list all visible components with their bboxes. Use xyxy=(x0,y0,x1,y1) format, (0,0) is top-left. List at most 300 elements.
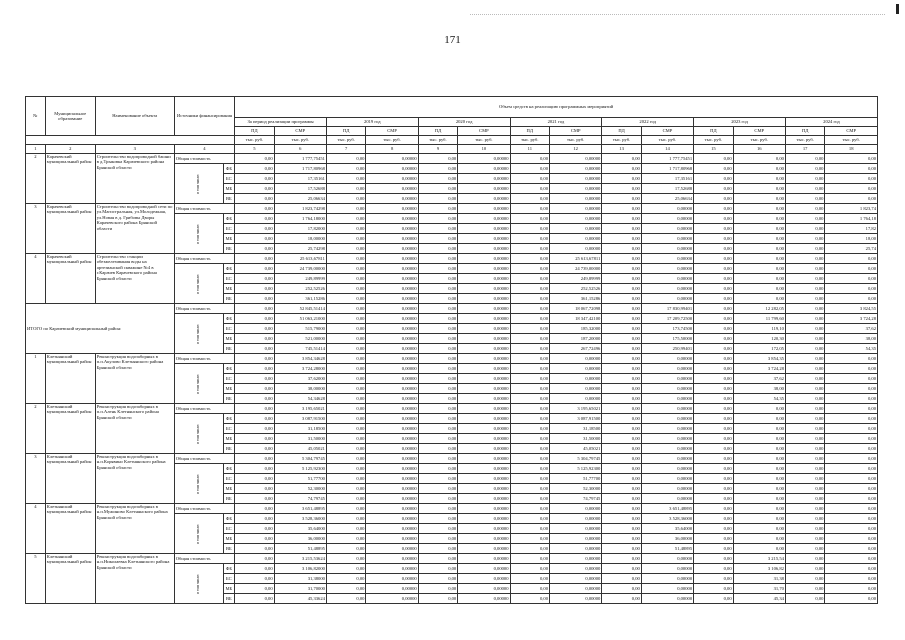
value-cell: 0,00 xyxy=(602,324,642,334)
value-cell: 0,00 xyxy=(418,294,458,304)
value-cell: 0,00 xyxy=(602,334,642,344)
value-cell: 0,00 xyxy=(510,154,550,164)
funding-source: Общая стоимость xyxy=(174,254,234,264)
value-cell: 0,00 xyxy=(326,234,366,244)
value-cell: 0,00000 xyxy=(641,554,693,564)
value-cell: 0,00 xyxy=(326,264,366,274)
value-cell: 0,00 xyxy=(825,354,878,364)
value-cell: 38,00000 xyxy=(274,384,326,394)
value-cell: 0,00 xyxy=(418,584,458,594)
value-cell: 0,00 xyxy=(418,214,458,224)
value-cell: 0,00 xyxy=(733,474,785,484)
value-cell: 0,00 xyxy=(235,434,275,444)
row-number: 3 xyxy=(26,454,46,504)
in-total-text: в том числе: xyxy=(195,274,200,294)
value-cell: 0,00000 xyxy=(458,284,510,294)
value-cell: 1 823,74 xyxy=(825,204,878,214)
table-row xyxy=(26,254,878,264)
value-cell: 0,00 xyxy=(733,514,785,524)
funding-source: МБ xyxy=(223,534,235,544)
value-cell: 0,00 xyxy=(235,404,275,414)
value-cell: 0,00000 xyxy=(550,594,602,604)
column-number: 2 xyxy=(45,145,95,154)
value-cell: 0,00000 xyxy=(641,244,693,254)
funding-source: БС xyxy=(223,374,235,384)
value-cell: 0,00 xyxy=(510,574,550,584)
value-cell: 0,00000 xyxy=(458,534,510,544)
value-cell: 0,00 xyxy=(602,484,642,494)
value-cell: 0,00000 xyxy=(550,214,602,224)
value-cell: 0,00 xyxy=(326,354,366,364)
header-sub-pd: ПД xyxy=(602,127,642,136)
value-cell: 0,00 xyxy=(235,454,275,464)
header-sub-pd: ПД xyxy=(694,127,734,136)
funding-source: БС xyxy=(223,174,235,184)
column-number: 3 xyxy=(95,145,174,154)
value-cell: 0,00 xyxy=(825,564,878,574)
header-total-period: За период реализации программы xyxy=(235,118,327,127)
value-cell: 0,00 xyxy=(418,364,458,374)
row-number: 5 xyxy=(26,554,46,604)
value-cell: 0,00 xyxy=(733,274,785,284)
header-unit: тыс. руб. xyxy=(326,136,366,145)
value-cell: 0,00 xyxy=(733,264,785,274)
value-cell: 0,00 xyxy=(733,284,785,294)
header-sub-smr: СМР xyxy=(733,127,785,136)
municipality-name: Клетнянский муниципальный район xyxy=(45,504,95,554)
value-cell: 0,00 xyxy=(326,274,366,284)
value-cell: 361,15286 xyxy=(550,294,602,304)
value-cell: 0,00 xyxy=(418,524,458,534)
value-cell: 0,00000 xyxy=(550,194,602,204)
value-cell: 0,00 xyxy=(235,214,275,224)
value-cell: 0,00 xyxy=(418,554,458,564)
value-cell: 0,00000 xyxy=(458,174,510,184)
value-cell: 0,00 xyxy=(418,254,458,264)
value-cell: 3 087,91500 xyxy=(274,414,326,424)
in-total-label xyxy=(174,364,223,404)
value-cell: 0,00000 xyxy=(366,324,418,334)
value-cell: 0,00000 xyxy=(458,474,510,484)
value-cell: 0,00000 xyxy=(458,294,510,304)
municipality-name: Карачевский муниципальный район xyxy=(45,204,95,254)
value-cell: 3 195,65021 xyxy=(274,404,326,414)
municipality-name: Карачевский муниципальный район xyxy=(45,154,95,204)
value-cell: 0,00000 xyxy=(458,214,510,224)
value-cell: 0,00000 xyxy=(366,464,418,474)
value-cell: 0,00 xyxy=(510,504,550,514)
value-cell: 0,00 xyxy=(825,414,878,424)
value-cell: 0,00 xyxy=(785,514,825,524)
value-cell: 0,00 xyxy=(418,194,458,204)
value-cell: 54,35 xyxy=(825,344,878,354)
value-cell: 36,00000 xyxy=(274,534,326,544)
funding-source: БС xyxy=(223,474,235,484)
value-cell: 0,00 xyxy=(785,524,825,534)
value-cell: 0,00 xyxy=(235,504,275,514)
value-cell: 0,00 xyxy=(510,224,550,234)
value-cell: 0,00000 xyxy=(366,514,418,524)
value-cell: 31,18500 xyxy=(550,424,602,434)
funding-source: Общая стоимость xyxy=(174,204,234,214)
budget-table xyxy=(25,96,878,604)
value-cell: 3 215,54 xyxy=(733,554,785,564)
value-cell: 1 717,80968 xyxy=(274,164,326,174)
value-cell: 521,00000 xyxy=(274,334,326,344)
in-total-label xyxy=(174,464,223,504)
value-cell: 17 209,72500 xyxy=(641,314,693,324)
value-cell: 0,00 xyxy=(326,364,366,374)
value-cell: 0,00 xyxy=(510,474,550,484)
value-cell: 0,00 xyxy=(235,364,275,374)
value-cell: 0,00 xyxy=(510,494,550,504)
value-cell: 0,00000 xyxy=(366,494,418,504)
funding-source: МБ xyxy=(223,484,235,494)
header-sub-pd: ПД xyxy=(510,127,550,136)
column-number: 16 xyxy=(733,145,785,154)
value-cell: 0,00 xyxy=(235,344,275,354)
row-number: 2 xyxy=(26,154,46,204)
funding-source: ФБ xyxy=(223,514,235,524)
header-unit: тыс. руб. xyxy=(366,136,418,145)
value-cell: 0,00000 xyxy=(641,424,693,434)
value-cell: 0,00 xyxy=(733,544,785,554)
value-cell: 0,00000 xyxy=(366,424,418,434)
in-total-text: в том числе: xyxy=(195,474,200,494)
value-cell: 0,00 xyxy=(825,594,878,604)
value-cell: 0,00 xyxy=(785,274,825,284)
value-cell: 51 063,21000 xyxy=(274,314,326,324)
value-cell: 0,00 xyxy=(694,174,734,184)
value-cell: 0,00 xyxy=(694,524,734,534)
value-cell: 0,00 xyxy=(326,164,366,174)
value-cell: 0,00 xyxy=(510,314,550,324)
value-cell: 0,00 xyxy=(733,484,785,494)
in-total-text: в том числе: xyxy=(195,524,200,544)
value-cell: 0,00000 xyxy=(366,354,418,364)
value-cell: 24 739,00000 xyxy=(274,264,326,274)
value-cell: 0,00 xyxy=(602,264,642,274)
value-cell: 0,00 xyxy=(418,164,458,174)
value-cell: 0,00 xyxy=(418,264,458,274)
header-year: 2019 год xyxy=(326,118,418,127)
value-cell: 51,77700 xyxy=(550,474,602,484)
value-cell: 0,00 xyxy=(694,184,734,194)
funding-source: БС xyxy=(223,324,235,334)
value-cell: 0,00 xyxy=(418,204,458,214)
value-cell: 0,00 xyxy=(418,184,458,194)
value-cell: 0,00 xyxy=(825,584,878,594)
value-cell: 172,05 xyxy=(733,344,785,354)
header-unit: тыс. руб. xyxy=(785,136,825,145)
header-year: 2022 год xyxy=(602,118,694,127)
municipality-name: Клетнянский муниципальный район xyxy=(45,354,95,404)
value-cell: 0,00000 xyxy=(366,224,418,234)
value-cell: 0,00 xyxy=(694,424,734,434)
value-cell: 0,00 xyxy=(235,534,275,544)
value-cell: 0,00000 xyxy=(366,234,418,244)
value-cell: 0,00000 xyxy=(550,584,602,594)
value-cell: 0,00 xyxy=(510,544,550,554)
funding-source: Общая стоимость xyxy=(174,354,234,364)
value-cell: 0,00 xyxy=(602,294,642,304)
value-cell: 0,00 xyxy=(785,484,825,494)
value-cell: 0,00000 xyxy=(641,444,693,454)
value-cell: 0,00 xyxy=(825,434,878,444)
value-cell: 0,00 xyxy=(694,594,734,604)
value-cell: 0,00 xyxy=(510,404,550,414)
column-number: 5 xyxy=(235,145,275,154)
header-year: 2024 год xyxy=(785,118,877,127)
value-cell: 0,00 xyxy=(510,434,550,444)
value-cell: 0,00 xyxy=(418,454,458,464)
value-cell: 0,00000 xyxy=(641,484,693,494)
value-cell: 0,00 xyxy=(418,534,458,544)
column-number: 15 xyxy=(694,145,734,154)
header-object: Наименование объекта xyxy=(95,97,174,136)
value-cell: 0,00000 xyxy=(366,364,418,374)
value-cell: 0,00 xyxy=(602,444,642,454)
value-cell: 3 195,65021 xyxy=(550,404,602,414)
value-cell: 0,00 xyxy=(785,344,825,354)
funding-source: Общая стоимость xyxy=(174,404,234,414)
value-cell: 0,00 xyxy=(602,224,642,234)
value-cell: 0,00 xyxy=(418,544,458,554)
value-cell: 0,00000 xyxy=(641,364,693,374)
value-cell: 0,00 xyxy=(825,404,878,414)
value-cell: 0,00000 xyxy=(366,284,418,294)
value-cell: 0,00 xyxy=(733,204,785,214)
value-cell: 0,00000 xyxy=(641,464,693,474)
value-cell: 0,00000 xyxy=(458,264,510,274)
value-cell: 0,00000 xyxy=(458,154,510,164)
value-cell: 0,00000 xyxy=(641,354,693,364)
value-cell: 0,00000 xyxy=(550,234,602,244)
value-cell: 0,00000 xyxy=(366,544,418,554)
value-cell: 0,00 xyxy=(733,174,785,184)
value-cell: 0,00 xyxy=(785,434,825,444)
value-cell: 0,00 xyxy=(733,504,785,514)
value-cell: 0,00 xyxy=(418,234,458,244)
value-cell: 0,00 xyxy=(326,564,366,574)
value-cell: 0,00 xyxy=(694,554,734,564)
in-total-text: в том числе: xyxy=(195,324,200,344)
value-cell: 0,00000 xyxy=(458,424,510,434)
value-cell: 0,00 xyxy=(510,344,550,354)
value-cell: 0,00 xyxy=(602,214,642,224)
value-cell: 0,00 xyxy=(326,374,366,384)
value-cell: 74,79745 xyxy=(550,494,602,504)
header-unit: тыс. руб. xyxy=(602,136,642,145)
value-cell: 0,00 xyxy=(785,574,825,584)
column-number: 6 xyxy=(274,145,326,154)
value-cell: 0,00 xyxy=(785,184,825,194)
column-number: 1 xyxy=(26,145,46,154)
value-cell: 0,00 xyxy=(733,414,785,424)
table-body xyxy=(26,97,878,604)
value-cell: 0,00 xyxy=(326,494,366,504)
value-cell: 0,00000 xyxy=(458,444,510,454)
value-cell: 31,50000 xyxy=(550,434,602,444)
value-cell: 0,00 xyxy=(733,524,785,534)
value-cell: 0,00000 xyxy=(550,534,602,544)
value-cell: 25,06634 xyxy=(641,194,693,204)
object-name: Реконструкция водозаборных в н.п.Николаевка Клетнянского района Брянской области xyxy=(95,554,174,604)
funding-source: МБ xyxy=(223,284,235,294)
funding-source: Общая стоимость xyxy=(174,554,234,564)
table-row xyxy=(26,304,878,314)
value-cell: 0,00000 xyxy=(550,504,602,514)
value-cell: 0,00 xyxy=(694,304,734,314)
value-cell: 0,00 xyxy=(235,424,275,434)
funding-source: ВБ xyxy=(223,494,235,504)
object-name: Строительство водопроводной сети по ул.Магистральная, ул.Молодежная, ул.Новая в д. Грибовы Дворы Карачевского района Брянской области xyxy=(95,204,174,254)
value-cell: 0,00000 xyxy=(550,174,602,184)
header-row-column-numbers xyxy=(26,145,878,154)
value-cell: 0,00 xyxy=(694,244,734,254)
value-cell: 17,35161 xyxy=(641,174,693,184)
value-cell: 0,00000 xyxy=(458,194,510,204)
value-cell: 0,00 xyxy=(418,224,458,234)
value-cell: 0,00 xyxy=(510,264,550,274)
value-cell: 0,00000 xyxy=(641,434,693,444)
object-name: Реконструкция водозаборных в п.п.Алень Клетнянского района Брянской области xyxy=(95,404,174,454)
value-cell: 0,00 xyxy=(326,224,366,234)
value-cell: 0,00 xyxy=(326,484,366,494)
value-cell: 0,00 xyxy=(694,154,734,164)
column-number: 9 xyxy=(418,145,458,154)
value-cell: 0,00 xyxy=(825,574,878,584)
value-cell: 0,00 xyxy=(694,474,734,484)
value-cell: 3 106,82 xyxy=(733,564,785,574)
row-number: 2 xyxy=(26,404,46,454)
value-cell: 0,00 xyxy=(602,404,642,414)
value-cell: 0,00000 xyxy=(366,344,418,354)
value-cell: 0,00 xyxy=(602,474,642,484)
column-number: 18 xyxy=(825,145,878,154)
value-cell: 0,00 xyxy=(326,204,366,214)
value-cell: 0,00 xyxy=(694,334,734,344)
value-cell: 24 739,00000 xyxy=(550,264,602,274)
value-cell: 0,00000 xyxy=(641,294,693,304)
value-cell: 0,00000 xyxy=(641,374,693,384)
value-cell: 3 724,28 xyxy=(733,364,785,374)
value-cell: 0,00 xyxy=(418,494,458,504)
value-cell: 0,00000 xyxy=(641,254,693,264)
table-row xyxy=(26,154,878,164)
value-cell: 175,50000 xyxy=(641,334,693,344)
value-cell: 0,00 xyxy=(418,304,458,314)
value-cell: 0,00 xyxy=(694,314,734,324)
value-cell: 0,00 xyxy=(694,264,734,274)
object-name: Строительство станции обезжелезивания воды на артезианской скважине №4 в г.Карачев Карачевского района Брянской области xyxy=(95,254,174,304)
value-cell: 0,00 xyxy=(326,404,366,414)
value-cell: 0,00 xyxy=(694,224,734,234)
value-cell: 0,00000 xyxy=(458,504,510,514)
value-cell: 0,00 xyxy=(785,424,825,434)
value-cell: 0,00 xyxy=(510,164,550,174)
value-cell: 0,00 xyxy=(326,284,366,294)
value-cell: 0,00 xyxy=(235,304,275,314)
value-cell: 0,00000 xyxy=(458,464,510,474)
value-cell: 0,00 xyxy=(418,244,458,254)
value-cell: 0,00 xyxy=(510,204,550,214)
value-cell: 0,00 xyxy=(694,274,734,284)
value-cell: 0,00 xyxy=(602,194,642,204)
value-cell: 18,00000 xyxy=(274,234,326,244)
value-cell: 0,00 xyxy=(326,304,366,314)
value-cell: 267,72496 xyxy=(550,344,602,354)
value-cell: 0,00 xyxy=(785,534,825,544)
header-unit: тыс. руб. xyxy=(825,136,878,145)
value-cell: 0,00000 xyxy=(366,304,418,314)
value-cell: 35,64000 xyxy=(274,524,326,534)
value-cell: 0,00 xyxy=(785,204,825,214)
header-row xyxy=(26,97,878,118)
value-cell: 0,00 xyxy=(694,254,734,264)
value-cell: 51,48895 xyxy=(274,544,326,554)
value-cell: 0,00 xyxy=(235,394,275,404)
value-cell: 35,64000 xyxy=(641,524,693,534)
value-cell: 185,32000 xyxy=(550,324,602,334)
value-cell: 0,00000 xyxy=(458,384,510,394)
value-cell: 0,00000 xyxy=(641,404,693,414)
value-cell: 0,00000 xyxy=(458,304,510,314)
value-cell: 0,00 xyxy=(733,294,785,304)
column-number: 7 xyxy=(326,145,366,154)
value-cell: 0,00 xyxy=(785,494,825,504)
value-cell: 0,00000 xyxy=(641,564,693,574)
value-cell: 3 824,55 xyxy=(825,304,878,314)
value-cell: 0,00 xyxy=(825,184,878,194)
value-cell: 5 125,92300 xyxy=(274,464,326,474)
header-volume-title: Объем средств на реализацию программных мероприятий xyxy=(235,97,878,118)
value-cell: 0,00 xyxy=(235,294,275,304)
value-cell: 0,00000 xyxy=(550,384,602,394)
value-cell: 0,00 xyxy=(602,204,642,214)
header-unit: тыс. руб. xyxy=(641,136,693,145)
value-cell: 0,00 xyxy=(235,244,275,254)
value-cell: 0,00000 xyxy=(366,214,418,224)
funding-source: ФБ xyxy=(223,164,235,174)
value-cell: 0,00 xyxy=(510,524,550,534)
value-cell: 0,00 xyxy=(602,434,642,444)
value-cell: 0,00 xyxy=(785,554,825,564)
column-number: 10 xyxy=(458,145,510,154)
value-cell: 0,00 xyxy=(825,154,878,164)
value-cell: 0,00 xyxy=(602,564,642,574)
value-cell: 0,00 xyxy=(825,454,878,464)
header-unit: тыс. руб. xyxy=(418,136,458,145)
value-cell: 0,00 xyxy=(785,164,825,174)
value-cell: 0,00 xyxy=(235,204,275,214)
value-cell: 45,05021 xyxy=(550,444,602,454)
value-cell: 0,00000 xyxy=(641,224,693,234)
value-cell: 0,00 xyxy=(825,264,878,274)
value-cell: 0,00000 xyxy=(458,244,510,254)
header-funding-source: Источники финансирования xyxy=(174,97,234,136)
value-cell: 0,00 xyxy=(235,574,275,584)
value-cell: 249,89999 xyxy=(550,274,602,284)
value-cell: 0,00000 xyxy=(366,174,418,184)
value-cell: 187,20000 xyxy=(550,334,602,344)
value-cell: 1 823,74298 xyxy=(274,204,326,214)
value-cell: 0,00000 xyxy=(366,474,418,484)
value-cell: 0,00000 xyxy=(550,154,602,164)
funding-source: МБ xyxy=(223,434,235,444)
value-cell: 0,00 xyxy=(235,444,275,454)
value-cell: 12 282,05 xyxy=(733,304,785,314)
